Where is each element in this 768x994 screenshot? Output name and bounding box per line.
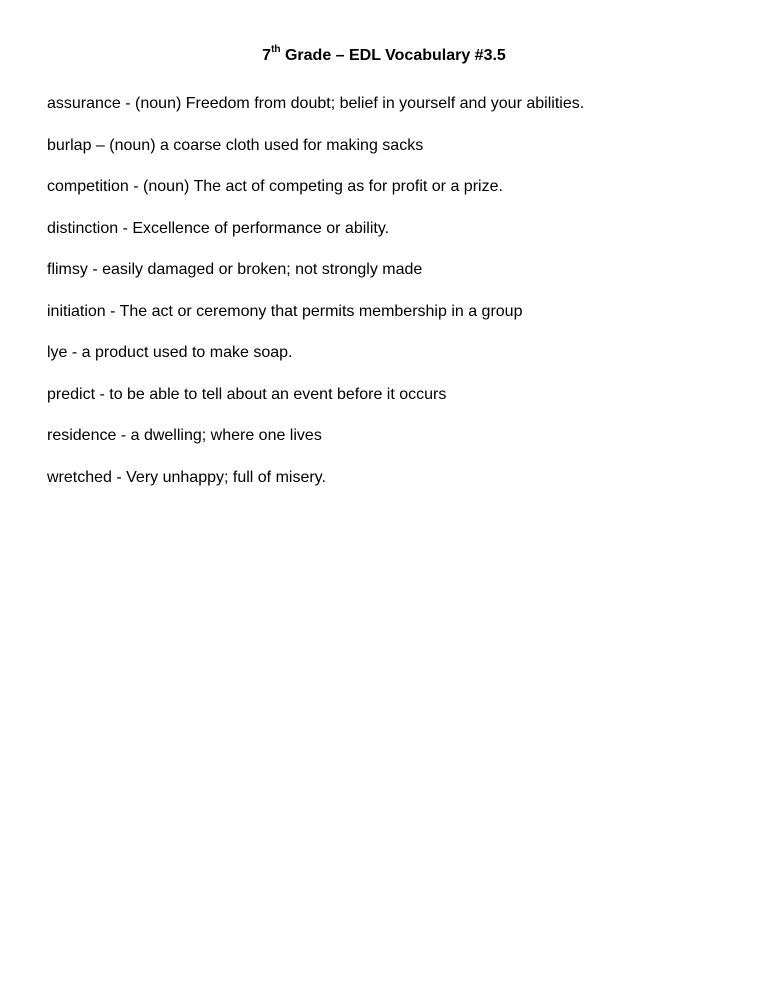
- vocabulary-entry-competition: competition - (noun) The act of competing as for profit or a prize.: [47, 178, 503, 195]
- vocabulary-entry-initiation: initiation - The act or ceremony that permits membership in a group: [47, 302, 523, 320]
- vocabulary-entry-wretched: wretched - Very unhappy; full of misery.: [47, 468, 326, 486]
- vocabulary-entry-distinction: distinction - Excellence of performance or ability.: [47, 219, 390, 237]
- title-grade-number: 7: [262, 47, 272, 64]
- vocabulary-entry-burlap: burlap – (noun) a coarse cloth used for making sacks: [47, 136, 424, 154]
- page-title: [0, 43, 768, 66]
- title-text: Grade – EDL Vocabulary #3.5: [280, 47, 506, 64]
- vocabulary-list: [47, 94, 747, 509]
- vocabulary-entry-assurance: assurance - (noun) Freedom from doubt; belief in yourself and your abilities.: [47, 95, 585, 112]
- vocabulary-entry-lye: lye - a product used to make soap.: [47, 344, 293, 361]
- vocabulary-entry-residence: residence - a dwelling; where one lives: [47, 427, 322, 444]
- vocabulary-entry-flimsy: flimsy - easily damaged or broken; not strongly made: [47, 261, 423, 278]
- title-superscript: th: [271, 43, 281, 55]
- vocabulary-entry-predict: predict - to be able to tell about an event before it occurs: [47, 385, 447, 403]
